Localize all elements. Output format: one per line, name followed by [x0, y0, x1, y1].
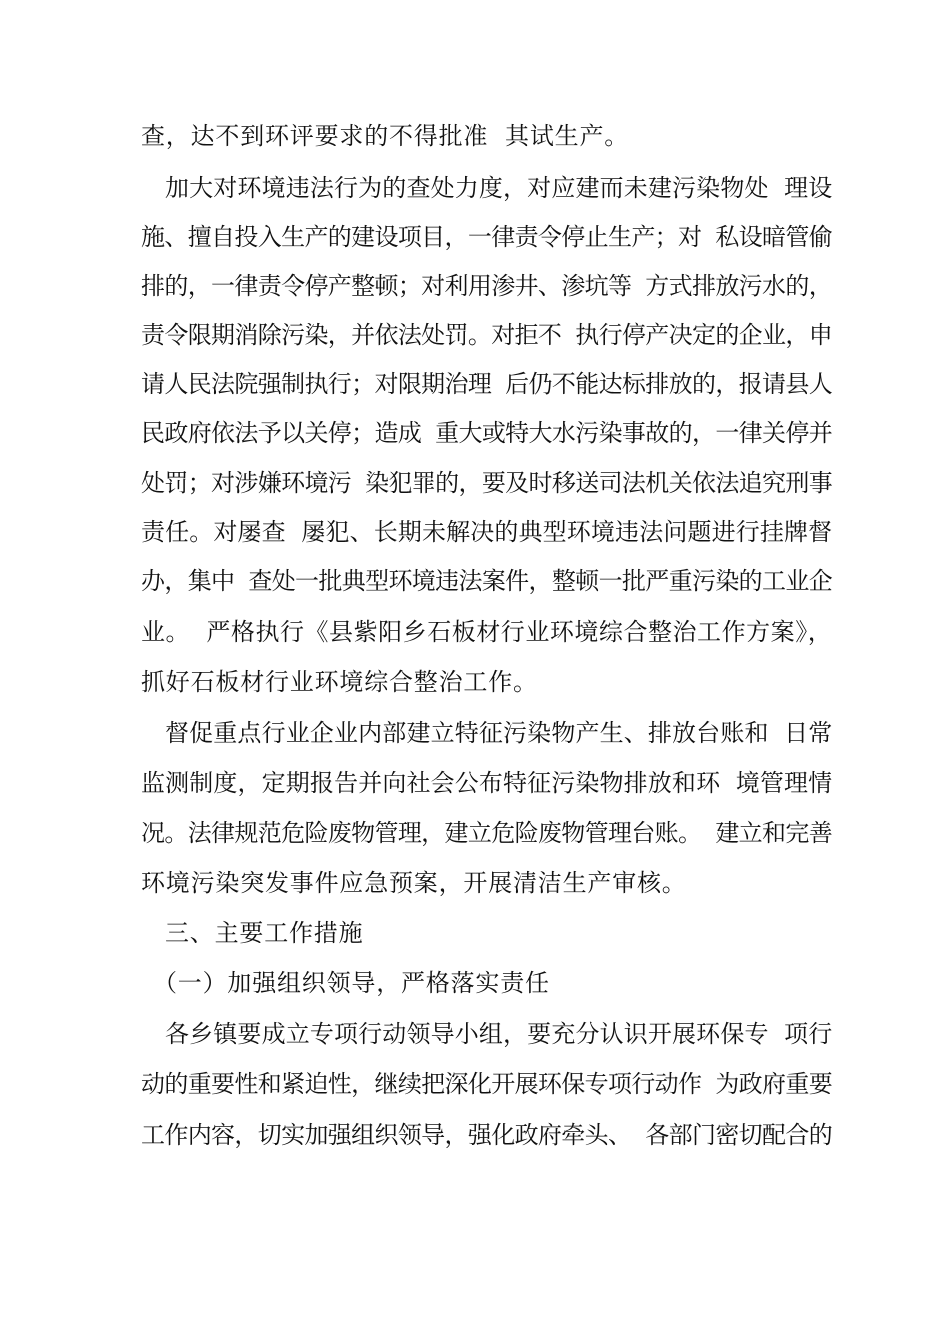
text-line: 环境污染突发事件应急预案，开展清洁生产审核。: [141, 869, 687, 897]
text-line: 督促重点行业企业内部建立特征污染物产生、排放台账和 日常: [165, 719, 833, 747]
text-line: 责任。对屡查 屡犯、长期未解决的典型环境违法问题进行挂牌督: [141, 518, 833, 546]
text-line: 查，达不到环评要求的不得批准 其试生产。: [141, 122, 630, 150]
text-line: 加大对环境违法行为的查处力度，对应建而未建污染物处 理设: [165, 174, 833, 202]
text-line: 施、擅自投入生产的建设项目，一律责令停止生产；对 私设暗管偷: [141, 223, 833, 251]
text-line: 监测制度，定期报告并向社会公布特征污染物排放和环 境管理情: [141, 769, 833, 797]
section-heading: 三、主要工作措施: [165, 919, 364, 947]
text-line: 况。法律规范危险废物管理，建立危险废物管理台账。 建立和完善: [141, 819, 833, 847]
text-line: 排的，一律责令停产整顿；对利用渗井、渗坑等 方式排放污水的，: [141, 272, 833, 300]
text-line: 请人民法院强制执行；对限期治理 后仍不能达标排放的，报请县人: [141, 370, 833, 398]
text-line: 各乡镇要成立专项行动领导小组，要充分认识开展环保专 项行: [165, 1020, 833, 1048]
text-line: 民政府依法予以关停；造成 重大或特大水污染事故的，一律关停并: [141, 419, 833, 447]
text-line: 办，集中 查处一批典型环境违法案件，整顿一批严重污染的工业企: [141, 567, 833, 595]
text-line: 抓好石板材行业环境综合整治工作。: [141, 668, 538, 696]
subsection-heading: （一）加强组织领导，严格落实责任: [153, 969, 550, 997]
text-line: 业。 严格执行《县紫阳乡石板材行业环境综合整治工作方案》，: [141, 618, 833, 646]
text-line: 动的重要性和紧迫性，继续把深化开展环保专项行动作 为政府重要: [141, 1070, 833, 1098]
text-line: 责令限期消除污染，并依法处罚。对拒不 执行停产决定的企业，申: [141, 321, 833, 349]
text-line: 处罚；对涉嫌环境污 染犯罪的，要及时移送司法机关依法追究刑事: [141, 469, 833, 497]
text-line: 工作内容，切实加强组织领导，强化政府牵头、 各部门密切配合的: [141, 1121, 833, 1149]
